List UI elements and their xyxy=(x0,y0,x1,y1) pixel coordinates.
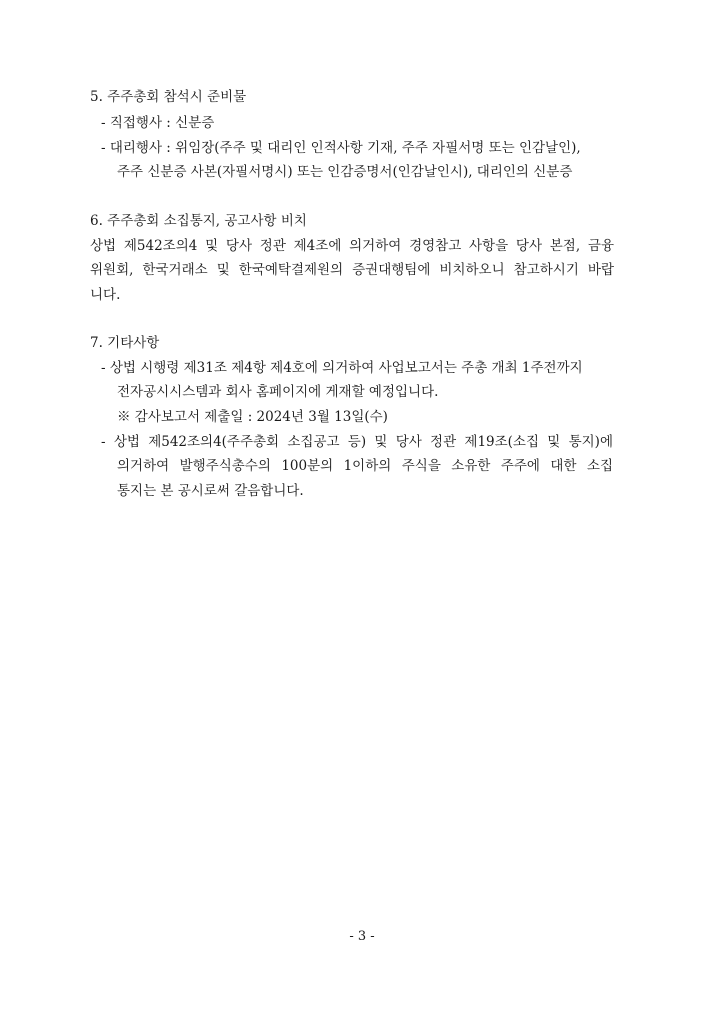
section-6-heading: 6. 주주총회 소집통지, 공고사항 비치 xyxy=(90,213,307,229)
section-6-body-line: 위원회, 한국거래소 및 한국예탁결제원의 증권대행팀에 비치하오니 참고하시기 바랍 xyxy=(90,262,614,278)
section-5-item-direct: - 직접행사 : 신분증 xyxy=(101,115,215,131)
section-6-body-line: 상법 제542조의4 및 당사 정관 제4조에 의거하여 경영참고 사항을 당사 본점, 금융 xyxy=(90,238,614,254)
section-5-item-proxy: - 대리행사 : 위임장(주주 및 대리인 인적사항 기재, 주주 자필서명 또는 인감날인), xyxy=(101,140,581,156)
section-7-audit-note: ※ 감사보고서 제출일 : 2024년 3월 13일(수) xyxy=(117,409,388,425)
section-5-item-proxy-cont: 주주 신분증 사본(자필서명시) 또는 인감증명서(인감날인시), 대리인의 신분증 xyxy=(117,164,573,180)
section-5-heading: 5. 주주총회 참석시 준비물 xyxy=(90,89,247,105)
section-7-item-1: - 상법 시행령 제31조 제4항 제4호에 의거하여 사업보고서는 주총 개최 1주전까지 xyxy=(101,360,583,376)
section-7-heading: 7. 기타사항 xyxy=(90,335,160,351)
section-7-item-2-cont: 의거하여 발행주식총수의 100분의 1이하의 주식을 소유한 주주에 대한 소집 xyxy=(117,458,613,474)
section-7-item-2-cont: 통지는 본 공시로써 갈음합니다. xyxy=(117,483,304,499)
section-7-item-1-cont: 전자공시시스템과 회사 홈페이지에 게재할 예정입니다. xyxy=(117,384,439,400)
section-7-item-2: - 상법 제542조의4(주주총회 소집공고 등) 및 당사 정관 제19조(소집 및 통지)에 xyxy=(101,434,613,450)
page-number: - 3 - xyxy=(349,929,375,944)
section-6-body-line: 니다. xyxy=(90,287,121,303)
